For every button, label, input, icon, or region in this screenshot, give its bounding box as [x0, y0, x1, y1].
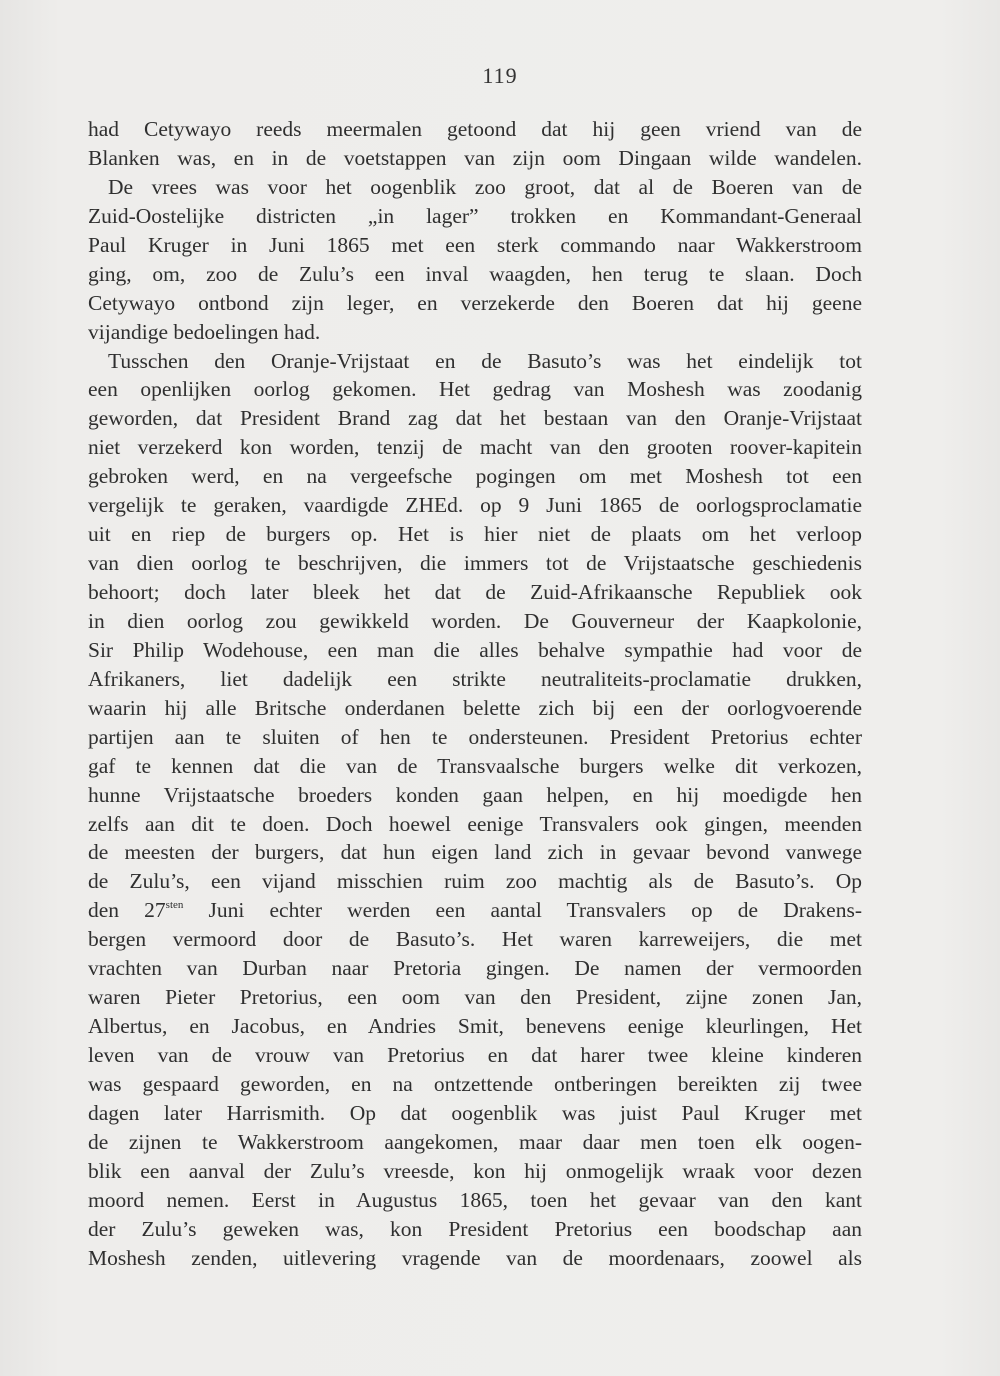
text-line-with-superscript	[88, 896, 862, 925]
line-remainder: Juni echter werden een aantal Transvalers op de Drakens-	[208, 898, 862, 923]
text-line: moord nemen. Eerst in Augustus 1865, toen het gevaar van den kant	[88, 1187, 862, 1212]
text-line: blik een aanval der Zulu’s vreesde, kon hij onmogelijk wraak voor dezen	[88, 1158, 862, 1183]
text-line: had Cetywayo reeds meermalen getoond dat hij geen vriend van de	[88, 117, 862, 141]
text-line: De vrees was voor het oogenblik zoo groot, dat al de Boeren van de	[108, 174, 862, 199]
text-line: bergen vermoord door de Basuto’s. Het waren karreweijers, die met	[88, 927, 862, 952]
text-line: partijen aan te sluiten of hen te ondersteunen. President Pretorius echter	[88, 724, 862, 749]
text-line: gaf te kennen dat die van de Transvaalsche burgers welke dit verkozen,	[88, 753, 862, 778]
text-line: niet verzekerd kon worden, tenzij de macht van den grooten roover-kapitein	[88, 435, 862, 460]
date-prefix: den 27	[88, 898, 166, 923]
text-line: vijandige bedoelingen had.	[88, 319, 321, 344]
text-line: de zijnen te Wakkerstroom aangekomen, maar daar men toen elk oogen-	[88, 1129, 862, 1154]
text-line: Blanken was, en in de voetstappen van zijn oom Dingaan wilde wandelen.	[88, 145, 862, 170]
text-line: vergelijk te geraken, vaardigde ZHEd. op 9 Juni 1865 de oorlogsproclamatie	[88, 493, 862, 518]
text-line: waren Pieter Pretorius, een oom van den President, zijne zonen Jan,	[88, 985, 862, 1010]
text-line: zelfs aan dit te doen. Doch hoewel eenige Transvalers ook gingen, meenden	[88, 811, 862, 836]
text-line: behoort; doch later bleek het dat de Zuid-Afrikaansche Republiek ook	[88, 580, 862, 604]
text-line: uit en riep de burgers op. Het is hier niet de plaats om het verloop	[88, 522, 862, 547]
text-line: Albertus, en Jacobus, en Andries Smit, benevens eenige kleurlingen, Het	[88, 1014, 862, 1039]
page-number: 119	[482, 63, 518, 88]
text-line: Zuid-Oostelijke districten „in lager” trokken en Kommandant-Generaal	[88, 203, 862, 228]
text-line: Afrikaners, liet dadelijk een strikte neutraliteits-proclamatie drukken,	[88, 666, 862, 691]
text-line: van dien oorlog te beschrijven, die immers tot de Vrijstaatsche geschiedenis	[88, 551, 862, 576]
text-line: de Zulu’s, een vijand misschien ruim zoo machtig als de Basuto’s. Op	[88, 869, 862, 894]
text-line: in dien oorlog zou gewikkeld worden. De Gouverneur der Kaapkolonie,	[88, 608, 862, 633]
text-line: de meesten der burgers, dat hun eigen land zich in gevaar bevond vanwege	[88, 840, 862, 865]
text-line: Tusschen den Oranje-Vrijstaat en de Basuto’s was het eindelijk tot	[108, 348, 862, 373]
text-line: Moshesh zenden, uitlevering vragende van de moordenaars, zoowel als	[88, 1245, 862, 1270]
text-line: hunne Vrijstaatsche broeders konden gaan helpen, en hij moedigde hen	[88, 782, 862, 807]
text-line: Sir Philip Wodehouse, een man die alles behalve sympathie had voor de	[88, 637, 862, 662]
text-line: Paul Kruger in Juni 1865 met een sterk commando naar Wakkerstroom	[88, 232, 862, 257]
text-line: der Zulu’s geweken was, kon President Pretorius een boodschap aan	[88, 1216, 862, 1241]
text-line: geworden, dat President Brand zag dat het bestaan van den Oranje-Vrijstaat	[88, 406, 862, 431]
body-text	[88, 115, 862, 1273]
text-line: dagen later Harrismith. Op dat oogenblik was juist Paul Kruger met	[88, 1100, 862, 1125]
text-line: een openlijken oorlog gekomen. Het gedrag van Moshesh was zoodanig	[88, 377, 862, 402]
text-line: leven van de vrouw van Pretorius en dat harer twee kleine kinderen	[88, 1043, 862, 1067]
text-line: waarin hij alle Britsche onderdanen belette zich bij een der oorlogvoerende	[88, 695, 862, 720]
text-line: was gespaard geworden, en na ontzettende ontberingen bereikten zij twee	[88, 1071, 862, 1096]
text-line: vrachten van Durban naar Pretoria gingen. De namen der vermoorden	[88, 956, 862, 981]
ordinal-superscript: sten	[165, 899, 184, 912]
text-line: Cetywayo ontbond zijn leger, en verzekerde den Boeren dat hij geene	[88, 290, 862, 315]
text-line: gebroken werd, en na vergeefsche pogingen om met Moshesh tot een	[88, 464, 862, 489]
text-line: ging, om, zoo de Zulu’s een inval waagden, hen terug te slaan. Doch	[88, 261, 862, 286]
